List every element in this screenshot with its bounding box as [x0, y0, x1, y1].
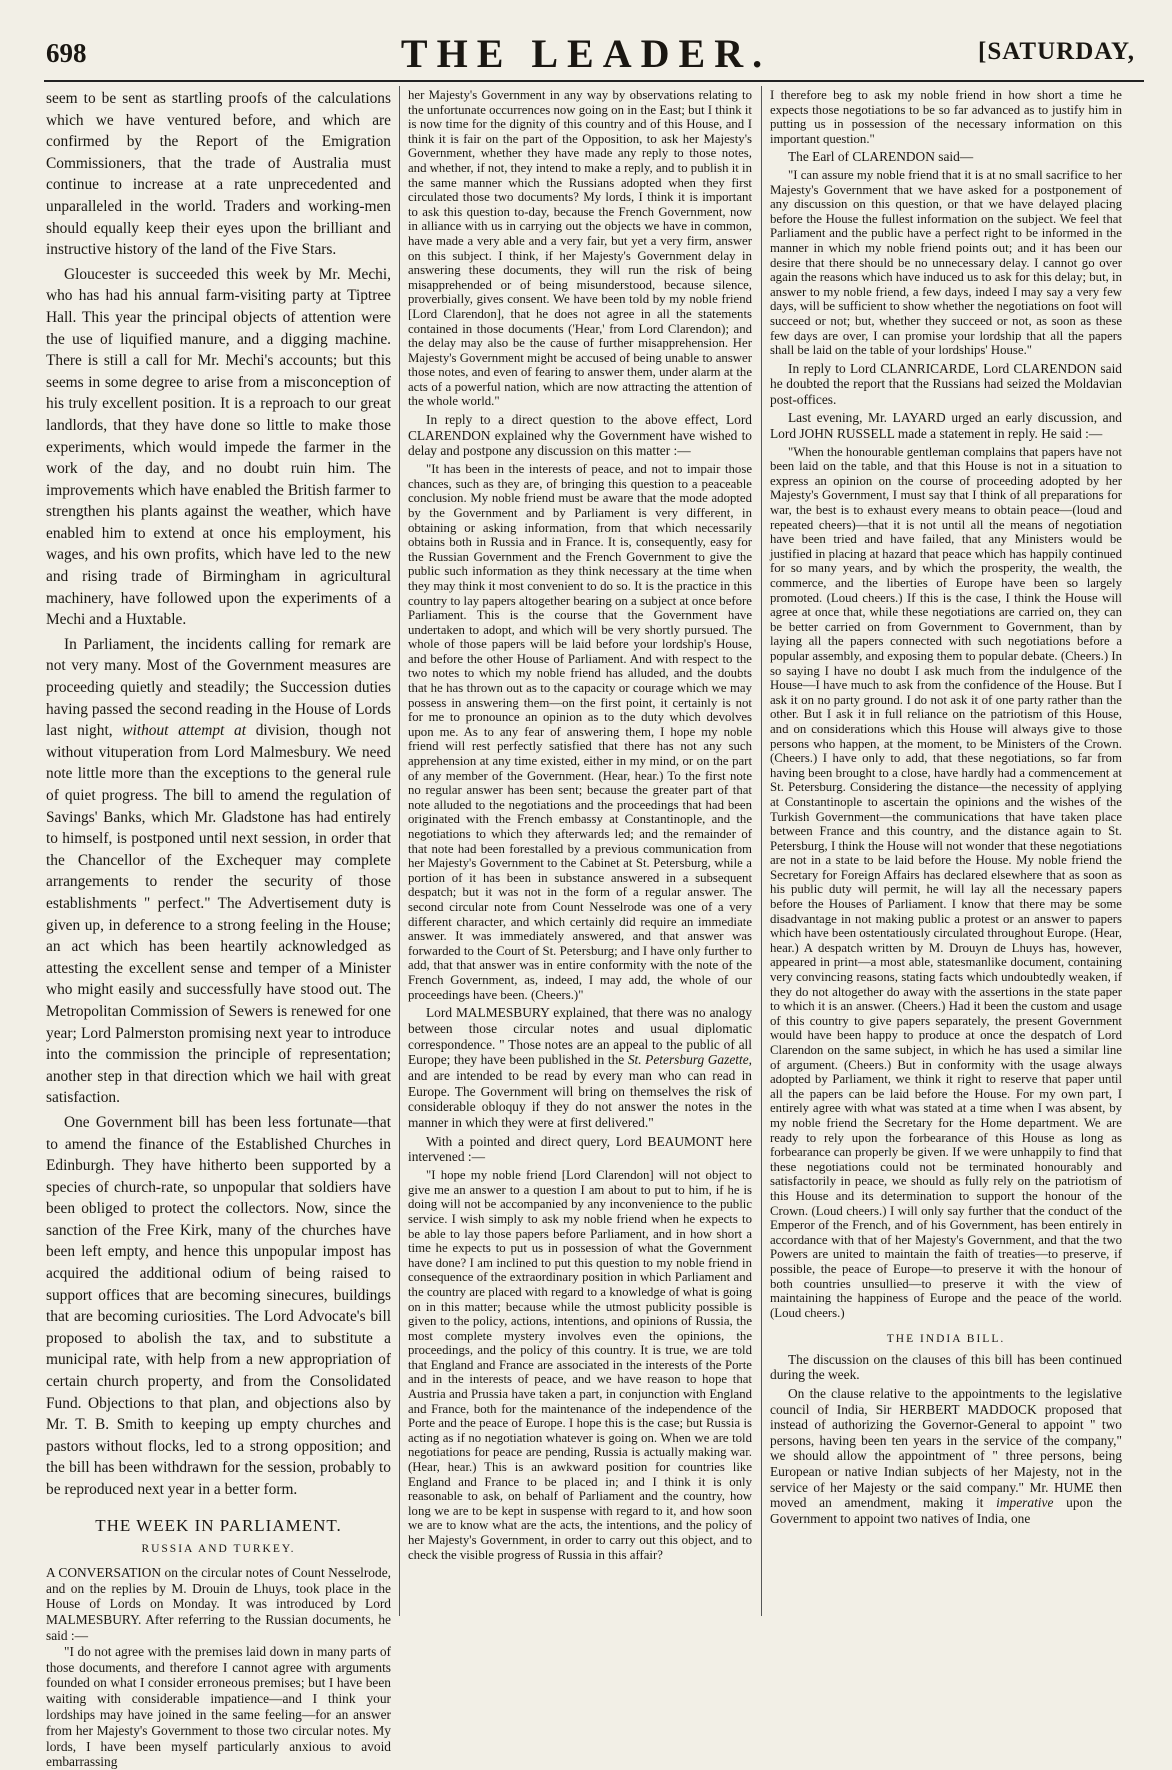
emphasis: without attempt at	[122, 722, 247, 740]
section-heading: THE WEEK IN PARLIAMENT.	[95, 1515, 342, 1535]
issue-day: [SATURDAY,	[978, 38, 1136, 65]
paragraph: A CONVERSATION on the circular notes of Count Nesselrode, and on the replies by M. Drouin de Lhuys, took place in the House of Lords on Monday. It was introduced by Lord MALMESBURY. After referring to the Russian documents, he said :—	[46, 1564, 391, 1643]
column-divider	[761, 86, 762, 1616]
paragraph	[408, 1005, 752, 1131]
header-rule	[44, 80, 1144, 82]
paragraph: The discussion on the clauses of this bill has been continued during the week.	[770, 1351, 1122, 1383]
emphasis: imperative	[996, 1495, 1054, 1511]
paragraph	[770, 1386, 1122, 1526]
quotation: her Majesty's Government in any way by observations relating to the unfortunate occurrences now going on in the East; but I think it is now time for the dignity of this country and of this House, and I think it is fair on the part of the Opposition, to ask her Majesty's Government, whether they have made any reply to those notes, and whether, if not, they intend to make a reply, and to publish it in the same manner which the Russians adopted when they first circulated those two documents? My lords, I think it is important to ask this question to-day, because the French Government, now in alliance with us in carrying out the objects we have in common, have made a very able and a very fair, but yet a very firm, answer on this subject. I think, if her Majesty's Government delay in answering these documents, they will run the risk of being misapprehended or of being misunderstood, because silence, proverbially, gives consent. We have been told by my noble friend [Lord Clarendon], that he does not agree in all the statements contained in those documents ('Hear,' from Lord Clarendon); and the delay may also be the cause of further misapprehension. Her Majesty's Government might be accused of being unable to answer those notes, and even of fearing to answer them, under alarm at the acts of a powerful nation, which are now attracting the attention of the whole world."	[408, 88, 752, 409]
paragraph	[46, 634, 391, 1109]
quotation: "I do not agree with the premises laid down in many parts of those documents, and therefore I cannot agree with arguments founded on what I consider erroneous premises; but I have been waiting with considerable impatience—and I think your lordships may have joined in the same feeling—for an answer from her Majesty's Government to those two circular notes. My lords, I have been myself particularly anxious to avoid embarrassing	[46, 1643, 391, 1770]
text-run: , and are intended to be read by every man who can read in Europe. The Government will bring on themselves the risk of considerable obloquy if they do not answer the notes in the manner in which they were at first delivered."	[408, 1052, 753, 1131]
paragraph: Last evening, Mr. LAYARD urged an early discussion, and Lord JOHN RUSSELL made a statement in reply. He said :—	[770, 410, 1122, 442]
masthead	[0, 0, 1172, 76]
paragraph: In reply to a direct question to the above effect, Lord CLARENDON explained why the Government have wished to delay and postpone any discussion on this matter :—	[408, 412, 752, 459]
paragraph: Gloucester is succeeded this week by Mr. Mechi, who has had his annual farm-visiting party at Tiptree Hall. This year the principal objects of attention were the use of liquified manure, and a digging machine. There is still a call for Mr. Mechi's accounts; but this seems in some degree to arise from a misconception of his truly excellent position. It is a reproach to our great landlords, that they have done so little to make those experiments, which would impede the farmer in the work of the day, and no doubt ruin him. The improvements which have enabled the British farmer to strengthen his plants against the weather, which have enabled him to extend at once his employment, his wages, and his own profits, which have led to the new and rising trade of Birmingham in agricultural machinery, have followed upon the experiments of a Mechi and a Huxtable.	[46, 265, 391, 629]
paragraph: With a pointed and direct query, Lord BEAUMONT here intervened :—	[408, 1133, 752, 1165]
section-subheading: RUSSIA AND TURKEY.	[141, 1543, 296, 1556]
paragraph: One Government bill has been less fortunate—that to amend the finance of the Established Churches in Edinburgh. They have hitherto been supported by a species of church-rate, so unpopular that soldiers have been obliged to protect the collectors. Now, since the sanction of the Free Kirk, many of the churches have been left empty, and hence this unpopular impost has acquired the additional odium of being raised to support offices that are becoming sinecures, buildings that are becoming curiosities. The Lord Advocate's bill proposed to abolish the tax, and to substitute a municipal rate, with help from a new appropriation of certain church property, and from the Consolidated Fund. Objections to that plan, and objections also by Mr. T. B. Smith to keeping up empty churches and pastors without flocks, led to a strong opposition; and the bill has been withdrawn for the session, probably to be reproduced next year in a better form.	[46, 1113, 391, 1498]
quotation: "When the honourable gentleman complains that papers have not been laid on the table, and that this House is not in a situation to express an opinion on the course of proceeding adopted by her Majesty's Government, I must say that I think of all preparations for war, the best is to exhaust every means to obtain peace—(loud and repeated cheers)—that it is not until all the means of negotiation have been tried and have failed, that any Ministers would be justified in placing at hazard that peace which has happily continued for so many years, and by which the prosperity, the wealth, the commerce, and the liberties of Europe have been so largely promoted. (Loud cheers.) If this is the case, I think the House will agree at once that, while these negotiations are carried on, they can be better carried on from Government to Government, than by laying all the papers connected with such negotiations before a popular assembly, and exposing them to popular debate. (Cheers.) In so saying I have no doubt I ask much from the indulgence of the House—I have much to ask from the confidence of the House. But I ask it on no party ground. I do not ask it of one party rather than the other. But I ask it in full reliance on the patriotism of this House, and on considerations which this House will always give to those persons who happen, at the moment, to be Ministers of the Crown. (Cheers.) I have only to add, that these negotiations, so far from having been brought to a close, have hardly had a commencement at St. Petersburg. Considering the distance—the necessity of applying at Constantinople to ascertain the opinions and the wishes of the Turkish Government—the communications that have taken place between France and this country, and the distance again to St. Petersburg, I think the House will not wonder that these negotiations are not in a state to be laid before the House. My noble friend the Secretary for Foreign Affairs has declared elsewhere that as soon as his public duty will permit, he will lay all the necessary papers before the Houses of Parliament. I know that there may be some disadvantage in not making public a protest or an answer to papers which have been ostentatiously circulated throughout Europe. (Hear, hear.) A despatch written by M. Drouyn de Lhuys has, however, appeared in print—a most able, statesmanlike document, containing very convincing reasons, stating facts which undoubtedly weaken, if they do not altogether do away with the assertions in the state paper to which it is an answer. (Cheers.) Had it been the custom and usage of this country to give papers separately, the present Government would have been happy to produce at once the despatch of Lord Clarendon on the same subject, in which he has used a similar line of argument. (Cheers.) But in conformity with the usage always adopted by Parliament, we think it right to reserve that paper until all the papers can be laid before the House. For my own part, I entirely agree with what was stated at a time when I was absent, by my noble friend the Secretary for the Home department. We are ready to rely upon the forbearance of this House as long as forbearance can properly be given. If we were unhappily to find that these negotiations could not be terminated honourably and satisfactorily in peace, we should as fully rely on the patriotism of this House and its determination to support the honour of the Crown. (Loud cheers.) I will only say further that the conduct of the Emperor of the French, and of his Government, has been entirely in accordance with that of her Majesty's Government, and that the two Powers are united to maintain the faith of treaties—to preserve, if possible, the peace of Europe—to preserve it with the honour of both countries unsullied—to preserve it with the view of maintaining the happiness of Europe and the peace of the world. (Loud cheers.)	[770, 444, 1122, 1320]
paragraph: seem to be sent as startling proofs of the calculations which we have ventured before, and which are confirmed by the Report of the Emigration Commissioners, that the trade of Australia must continue to increase at a rate unprecedented and unparalleled in the world. Traders and working-men should equally keep their eyes upon the brilliant and instructive history of the land of the Five Stars.	[46, 90, 391, 259]
text-run: In Parliament, the incidents calling for remark are not very many. Most of the Government measures are proceeding quietly and steadily; the Succession duties having passed the second reading in the House of Lords last night,	[46, 635, 391, 740]
quotation: "It has been in the interests of peace, and not to impair those chances, such as they are, of bringing this question to a peaceable conclusion. My noble friend must be aware that the mode adopted by the Government and by Parliament is very different, in obtaining or asking information, from that which necessarily obtains both in Russia and in France. It is, consequently, easy for the Russian Government and the French Government to give the public such information as they think necessary at the time when they may think it most convenient to do so. It is the practice in this country to lay papers altogether bearing on a subject at once before Parliament. This is the course that the Government have undertaken to adopt, and which will be very shortly pursued. The whole of those papers will be laid before your lordship's House, and before the other House of Parliament. And with respect to the two notes to which my noble friend has alluded, and the doubts that he has thrown out as to the capacity or courage which we may possess in answering them—on the first point, it certainly is not for me to pronounce an opinion as to the duty which devolves upon me. As to any fear of answering them, I hope my noble friend will rest perfectly satisfied that there has not any such apprehension at any time existed, either in my mind, or on the part of any member of the Government. (Hear, hear.) To the first note no regular answer has been sent; because the greater part of that note alluded to the negotiations and the proceedings that had been originated with the French embassy at Constantinople, and the negotiations to which they afterwards led; and the remainder of that note had been forestalled by a previous communication from her Majesty's Government to the Cabinet at St. Petersburg, while a portion of it has been in substance answered in a subsequent despatch; but it was not in the form of a regular answer. The second circular note from Count Nesselrode was one of a very different character, and which certainly did require an immediate answer. It was immediately answered, and that answer was forwarded to the Court of St. Petersburg; and I have only further to add, that that answer was in entire conformity with the note of the French Government, as, indeed, I may add, the whole of our proceedings have been. (Cheers.)"	[408, 462, 752, 1002]
page-number: 698	[46, 38, 87, 68]
paragraph: In reply to Lord CLANRICARDE, Lord CLARENDON said he doubted the report that the Russians had seized the Moldavian post-offices.	[770, 360, 1122, 407]
column-left	[46, 88, 391, 1770]
emphasis: St. Petersburg Gazette	[627, 1052, 749, 1068]
publication-title: THE LEADER.	[400, 31, 772, 76]
column-right	[770, 88, 1122, 1618]
section-subheading: THE INDIA BILL.	[886, 1333, 1006, 1346]
column-divider	[399, 86, 400, 1616]
text-run: Lord MALMESBURY explained, that there was no analogy between those circular notes and usual diplomatic correspondence. " Those notes are an appeal to the public of all Europe; they have been published in the	[408, 1005, 752, 1068]
paragraph: The Earl of CLARENDON said—	[788, 149, 974, 165]
text-run: On the clause relative to the appointments to the legislative council of India, Sir HERBERT MADDOCK proposed that instead of authorizing the Governor-General to appoint " two persons, having been ten years in the service of the company," we should allow the appointment of " three persons, being European or native Indian subjects of her Majesty, not in the service of her Majesty or the said company." Mr. HUME then moved an amendment, making it	[770, 1386, 1122, 1511]
column-middle	[408, 88, 752, 1618]
text-run: division, though not without vituperation from Lord Malmesbury. We need note little more than the exceptions to the general rule of quiet progress. The bill to amend the regulation of Savings' Banks, which Mr. Gladstone has had entirely to himself, is postponed until next session, in order that the Chancellor of the Exchequer may complete arrangements to render the security of those establishments " perfect." The Advertisement duty is given up, in deference to a strong feeling in the House; an act which has been heartily acknowledged as attesting the excellent sense and temper of a Minister who might easily and successfully have stood out. The Metropolitan Commission of Sewers is renewed for one year; Lord Palmerston promising next year to introduce into the commission the principle of representation; another step in that direction which we hail with great satisfaction.	[46, 722, 391, 1107]
text-run: upon the Government to appoint two natives of India, one	[770, 1495, 1122, 1526]
quotation: "I can assure my noble friend that it is at no small sacrifice to her Majesty's Government that we have asked for a postponement of any discussion on this question, or that we have delayed placing before the House the fullest information on the subject. We feel that Parliament and the public have a perfect right to be informed in the manner in which my noble friend points out; and it has been our desire that there should be no unnecessary delay. I cannot go over again the reasons which have induced us to ask for this delay; but, in answer to my noble friend, a few days, indeed I may say a very few days, will be sufficient to show whether the negotiations on foot will succeed or not; but, whether they succeed or not, as soon as these few days are over, I can promise your lordship that all the papers shall be laid on the table of your lordships' House."	[770, 167, 1122, 358]
quotation: "I hope my noble friend [Lord Clarendon] will not object to give me an answer to a question I am about to put to him, if he is doing will not be accompanied by any inconvenience to the public service. I wish simply to ask my noble friend when he expects to be able to lay those papers before Parliament, and in how short a time he expects to put us in possession of what the Government have done? I am inclined to put this question to my noble friend in consequence of the extraordinary position in which Parliament and the country are placed with regard to a knowledge of what is going on in this matter; because while the utmost publicity possible is given to the policy, actions, intentions, and opinions of Russia, the most complete mystery involves even the opinions, the proceedings, and the policy of this country. It is true, we are told that England and France are associated in the interests of the Porte and in the interests of peace, and we have reason to hope that Austria and Prussia have taken a part, in conjunction with England and France, both for the maintenance of the independence of the Porte and the peace of Europe. I hope this is the case; but Russia is acting as if no negotiation whatever is going on. When we are told negotiations for peace are pending, Russia is actually making war. (Hear, hear.) This is an awkward position for countries like England and France to be placed in; and I think it is only reasonable to ask, on behalf of Parliament and the country, how long we are to be kept in suspense with regard to it, and how soon we are to know what are the acts, the intentions, and the policy of her Majesty's Government, in order to carry out this object, and to check the visible progress of Russia in this affair?	[408, 1168, 752, 1562]
quotation: I therefore beg to ask my noble friend in how short a time he expects those negotiations to be so far advanced as to justify him in putting us in possession of the necessary information on this important question."	[770, 88, 1122, 146]
